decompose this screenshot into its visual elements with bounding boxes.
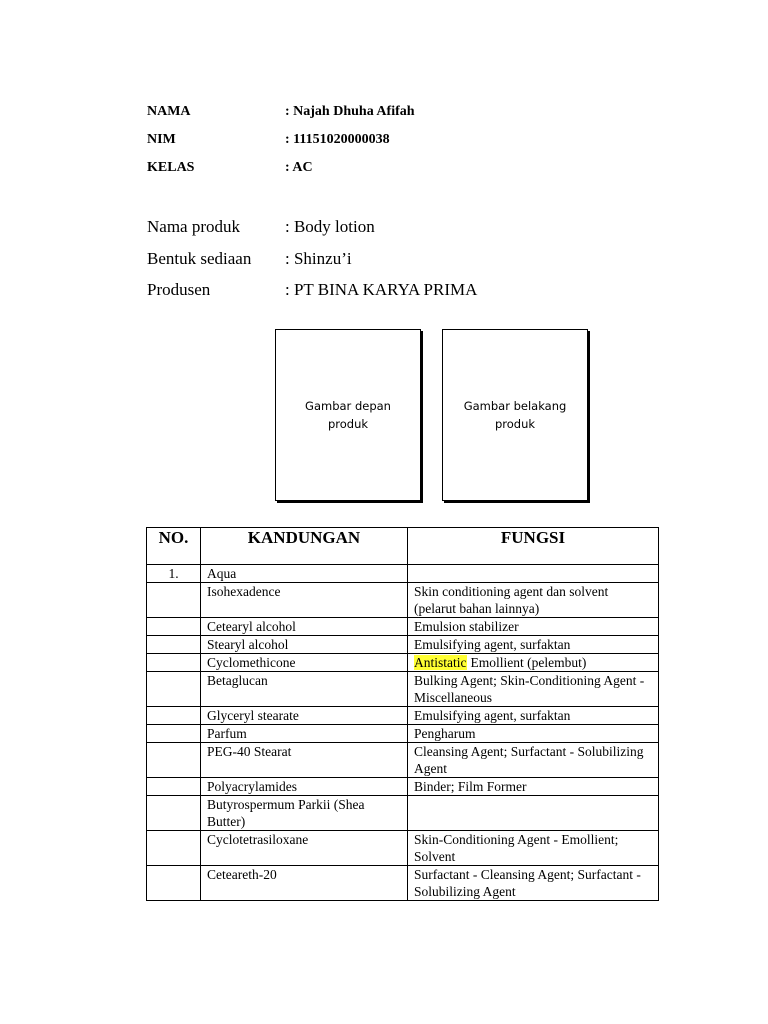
table-row	[147, 707, 659, 725]
table-row	[147, 618, 659, 636]
header-fungsi: FUNGSI	[408, 528, 659, 565]
bentuk-sediaan-value: : Shinzu’i	[285, 249, 352, 268]
row-no	[147, 583, 201, 618]
row-no	[147, 743, 201, 778]
kelas-label: KELAS	[147, 160, 195, 175]
row-kandungan: Parfum	[201, 725, 408, 743]
row-kandungan: Cetearyl alcohol	[201, 618, 408, 636]
front-image-placeholder	[275, 329, 421, 501]
nama-value: : Najah Dhuha Afifah	[285, 104, 415, 119]
row-no	[147, 618, 201, 636]
front-image-caption-line1: Gambar depan	[305, 399, 391, 413]
row-kandungan: Betaglucan	[201, 672, 408, 707]
back-image-placeholder	[442, 329, 588, 501]
ingredients-table	[146, 527, 659, 901]
table-row	[147, 672, 659, 707]
nama-produk-value: : Body lotion	[285, 217, 375, 236]
table-row	[147, 654, 659, 672]
nim-value: : 11151020000038	[285, 132, 390, 147]
row-fungsi	[408, 654, 659, 672]
row-kandungan: Cyclotetrasiloxane	[201, 831, 408, 866]
row-fungsi: Skin-Conditioning Agent - Emollient; Solvent	[408, 831, 659, 866]
front-image-caption-line2: produk	[327, 417, 369, 431]
header-kandungan: KANDUNGAN	[201, 528, 408, 565]
nama-produk-label: Nama produk	[147, 217, 241, 236]
row-fungsi: Surfactant - Cleansing Agent; Surfactant - Solubilizing Agent	[408, 866, 659, 901]
row-kandungan: Stearyl alcohol	[201, 636, 408, 654]
row-no	[147, 654, 201, 672]
header-no: NO.	[147, 528, 201, 565]
table-row	[147, 866, 659, 901]
row-fungsi	[408, 565, 659, 583]
nim-label: NIM	[147, 132, 176, 147]
table-row	[147, 743, 659, 778]
back-image-caption-line2: produk	[494, 417, 536, 431]
row-fungsi-text: Emollient (pelembut)	[470, 655, 587, 670]
row-kandungan: Aqua	[201, 565, 408, 583]
row-kandungan: PEG-40 Stearat	[201, 743, 408, 778]
row-fungsi: Skin conditioning agent dan solvent (pelarut bahan lainnya)	[408, 583, 659, 618]
row-kandungan: Isohexadence	[201, 583, 408, 618]
table-row	[147, 831, 659, 866]
row-fungsi: Emulsion stabilizer	[408, 618, 659, 636]
row-kandungan: Ceteareth-20	[201, 866, 408, 901]
bentuk-sediaan-label: Bentuk sediaan	[147, 249, 252, 268]
row-fungsi: Bulking Agent; Skin-Conditioning Agent - Miscellaneous	[408, 672, 659, 707]
row-no	[147, 707, 201, 725]
back-image-caption-line1: Gambar belakang	[463, 399, 567, 413]
produsen-value: : PT BINA KARYA PRIMA	[285, 280, 478, 299]
row-no	[147, 636, 201, 654]
row-kandungan: Butyrospermum Parkii (Shea Butter)	[201, 796, 408, 831]
table-row	[147, 778, 659, 796]
row-fungsi: Emulsifying agent, surfaktan	[408, 636, 659, 654]
nama-label: NAMA	[147, 104, 191, 119]
row-fungsi: Binder; Film Former	[408, 778, 659, 796]
row-no	[147, 796, 201, 831]
antistatic-highlight: Antistatic	[414, 655, 467, 670]
row-no	[147, 831, 201, 866]
table-row	[147, 583, 659, 618]
produsen-label: Produsen	[147, 280, 211, 299]
row-no	[147, 725, 201, 743]
row-kandungan: Glyceryl stearate	[201, 707, 408, 725]
row-no	[147, 672, 201, 707]
table-row	[147, 725, 659, 743]
table-row	[147, 796, 659, 831]
row-fungsi: Emulsifying agent, surfaktan	[408, 707, 659, 725]
kelas-value: : AC	[285, 160, 313, 175]
row-fungsi: Pengharum	[408, 725, 659, 743]
row-fungsi: Cleansing Agent; Surfactant - Solubilizing Agent	[408, 743, 659, 778]
row-no: 1.	[147, 565, 201, 583]
row-kandungan: Polyacrylamides	[201, 778, 408, 796]
row-no	[147, 778, 201, 796]
row-no	[147, 866, 201, 901]
row-kandungan: Cyclomethicone	[201, 654, 408, 672]
table-header-row	[147, 528, 659, 565]
table-row	[147, 636, 659, 654]
table-row	[147, 565, 659, 583]
row-fungsi	[408, 796, 659, 831]
